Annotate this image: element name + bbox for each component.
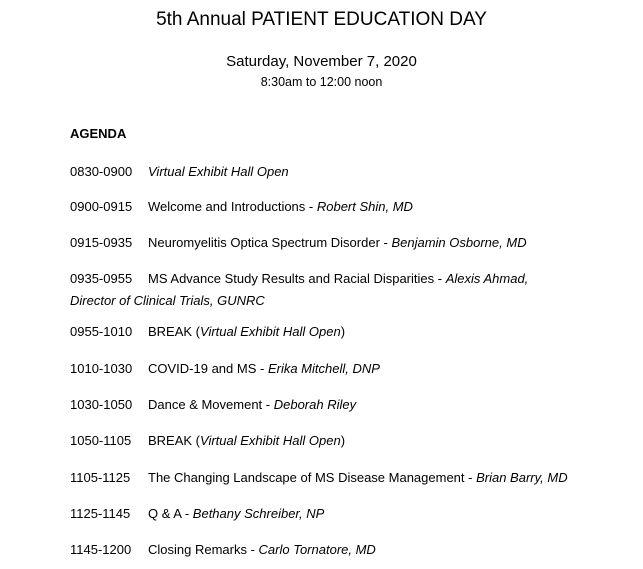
agenda-item-title: The Changing Landscape of MS Disease Management - [148, 470, 477, 485]
agenda-item-speaker: Bethany Schreiber, NP [192, 506, 325, 521]
agenda-item-title-end: ) [340, 433, 346, 448]
event-date: Saturday, November 7, 2020 [226, 53, 417, 70]
agenda-item-time: 1050-1105 [70, 433, 132, 448]
agenda-item-speaker: Virtual Exhibit Hall Open [148, 164, 289, 179]
agenda-item-title: MS Advance Study Results and Racial Disparities - [148, 271, 446, 286]
agenda-item-time: 1030-1050 [70, 397, 133, 412]
agenda-item-title: BREAK ( [148, 324, 201, 339]
agenda-heading: AGENDA [70, 126, 127, 141]
agenda-item-title-end: ) [340, 324, 346, 339]
agenda-item-title: COVID-19 and MS - [148, 361, 268, 376]
agenda-item-time: 1105-1125 [70, 470, 131, 485]
agenda-item-time: 0830-0900 [70, 164, 133, 179]
agenda-item-description [148, 469, 568, 487]
agenda-item-speaker: Robert Shin, MD [316, 199, 413, 214]
agenda-item-description [148, 541, 376, 559]
page-title: 5th Annual PATIENT EDUCATION DAY [156, 9, 487, 30]
event-time: 8:30am to 12:00 noon [260, 75, 383, 89]
agenda-item-speaker: Alexis Ahmad, [445, 271, 529, 286]
agenda-item-speaker: Brian Barry, MD [476, 470, 568, 485]
agenda-item-description [148, 270, 528, 288]
agenda-item-description [148, 163, 289, 181]
agenda-item-description [148, 432, 345, 450]
agenda-item-speaker: Deborah Riley [273, 397, 357, 412]
agenda-item-description [148, 198, 413, 216]
agenda-item-speaker: Carlo Tornatore, MD [258, 542, 376, 557]
agenda-item-title: Closing Remarks - [148, 542, 259, 557]
agenda-item-description [148, 323, 345, 341]
agenda-item-speaker: Erika Mitchell, DNP [267, 361, 380, 376]
agenda-item-title: Dance & Movement - [148, 397, 274, 412]
agenda-item-time: 1125-1145 [70, 506, 131, 521]
agenda-item-description [148, 360, 380, 378]
agenda-item-description [148, 505, 324, 523]
agenda-item-time: 0955-1010 [70, 324, 133, 339]
agenda-item-speaker: Benjamin Osborne, MD [391, 235, 527, 250]
agenda-item-time: 0900-0915 [70, 199, 133, 214]
agenda-item-speaker: Virtual Exhibit Hall Open [200, 433, 341, 448]
agenda-item-title: BREAK ( [148, 433, 201, 448]
agenda-item-time: 0915-0935 [70, 235, 133, 250]
agenda-item-title: Neuromyelitis Optica Spectrum Disorder - [148, 235, 392, 250]
agenda-item-speaker-role: Director of Clinical Trials, GUNRC [70, 293, 265, 308]
agenda-item-speaker: Virtual Exhibit Hall Open [200, 324, 341, 339]
agenda-item-title: Q & A - [148, 506, 193, 521]
agenda-item-description [148, 396, 356, 414]
agenda-item-time: 1145-1200 [70, 542, 132, 557]
agenda-item-description [148, 234, 527, 252]
agenda-item-time: 0935-0955 [70, 271, 133, 286]
agenda-item-time: 1010-1030 [70, 361, 133, 376]
agenda-item-title: Welcome and Introductions - [148, 199, 317, 214]
